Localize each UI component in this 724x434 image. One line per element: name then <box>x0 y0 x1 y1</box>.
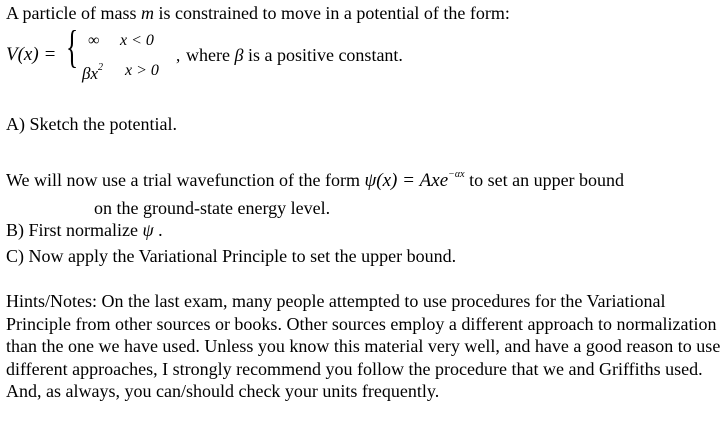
case1-condition: x < 0 <box>120 32 154 49</box>
where-text-b: is a positive constant. <box>243 45 403 65</box>
case2-value <box>82 62 103 84</box>
piecewise-brace: { <box>66 21 79 72</box>
part-a: A) Sketch the potential. <box>6 114 177 134</box>
potential-comma: , <box>176 46 181 65</box>
intro-line <box>6 3 510 23</box>
case2-base: βx <box>82 64 99 83</box>
case2-condition: x > 0 <box>125 62 159 79</box>
trial-text-b: to set an upper bound <box>464 170 625 190</box>
intro-text-b: is constrained to move in a potential of the form: <box>153 3 510 23</box>
trial-line-2: on the ground-state energy level. <box>94 198 331 218</box>
trial-text-a: We will now use a trial wavefunction of the form <box>6 170 365 190</box>
trial-line <box>6 165 624 191</box>
part-b-end: . <box>153 220 163 240</box>
psi-expression: ψ(x) = Axe <box>364 170 449 191</box>
where-text-a: where <box>186 45 235 65</box>
psi-symbol: ψ <box>142 220 154 240</box>
psi-exponent: −αx <box>448 169 465 180</box>
case2-exponent: 2 <box>98 62 104 73</box>
part-b <box>6 220 163 240</box>
case1-value: ∞ <box>88 32 100 49</box>
intro-text-a: A particle of mass <box>6 3 141 23</box>
potential-lhs: V(x) = <box>6 44 57 65</box>
part-c: C) Now apply the Variational Principle to set the upper bound. <box>6 246 457 266</box>
part-b-text: B) First normalize <box>6 220 143 240</box>
mass-symbol: m <box>140 3 154 23</box>
potential-where <box>186 45 403 66</box>
hints-paragraph: Hints/Notes: On the last exam, many people attempted to use procedures for the Variational Principle from other sources or books. Other sources employ a different approach to normalization than the one we have used. Unless you know this material very well, and have a good reason to use different approaches, I strongly recommend you follow the procedure that we and Griffiths used. And, as always, you can/should check your units frequently. <box>6 291 721 401</box>
beta-symbol: β <box>234 45 244 65</box>
